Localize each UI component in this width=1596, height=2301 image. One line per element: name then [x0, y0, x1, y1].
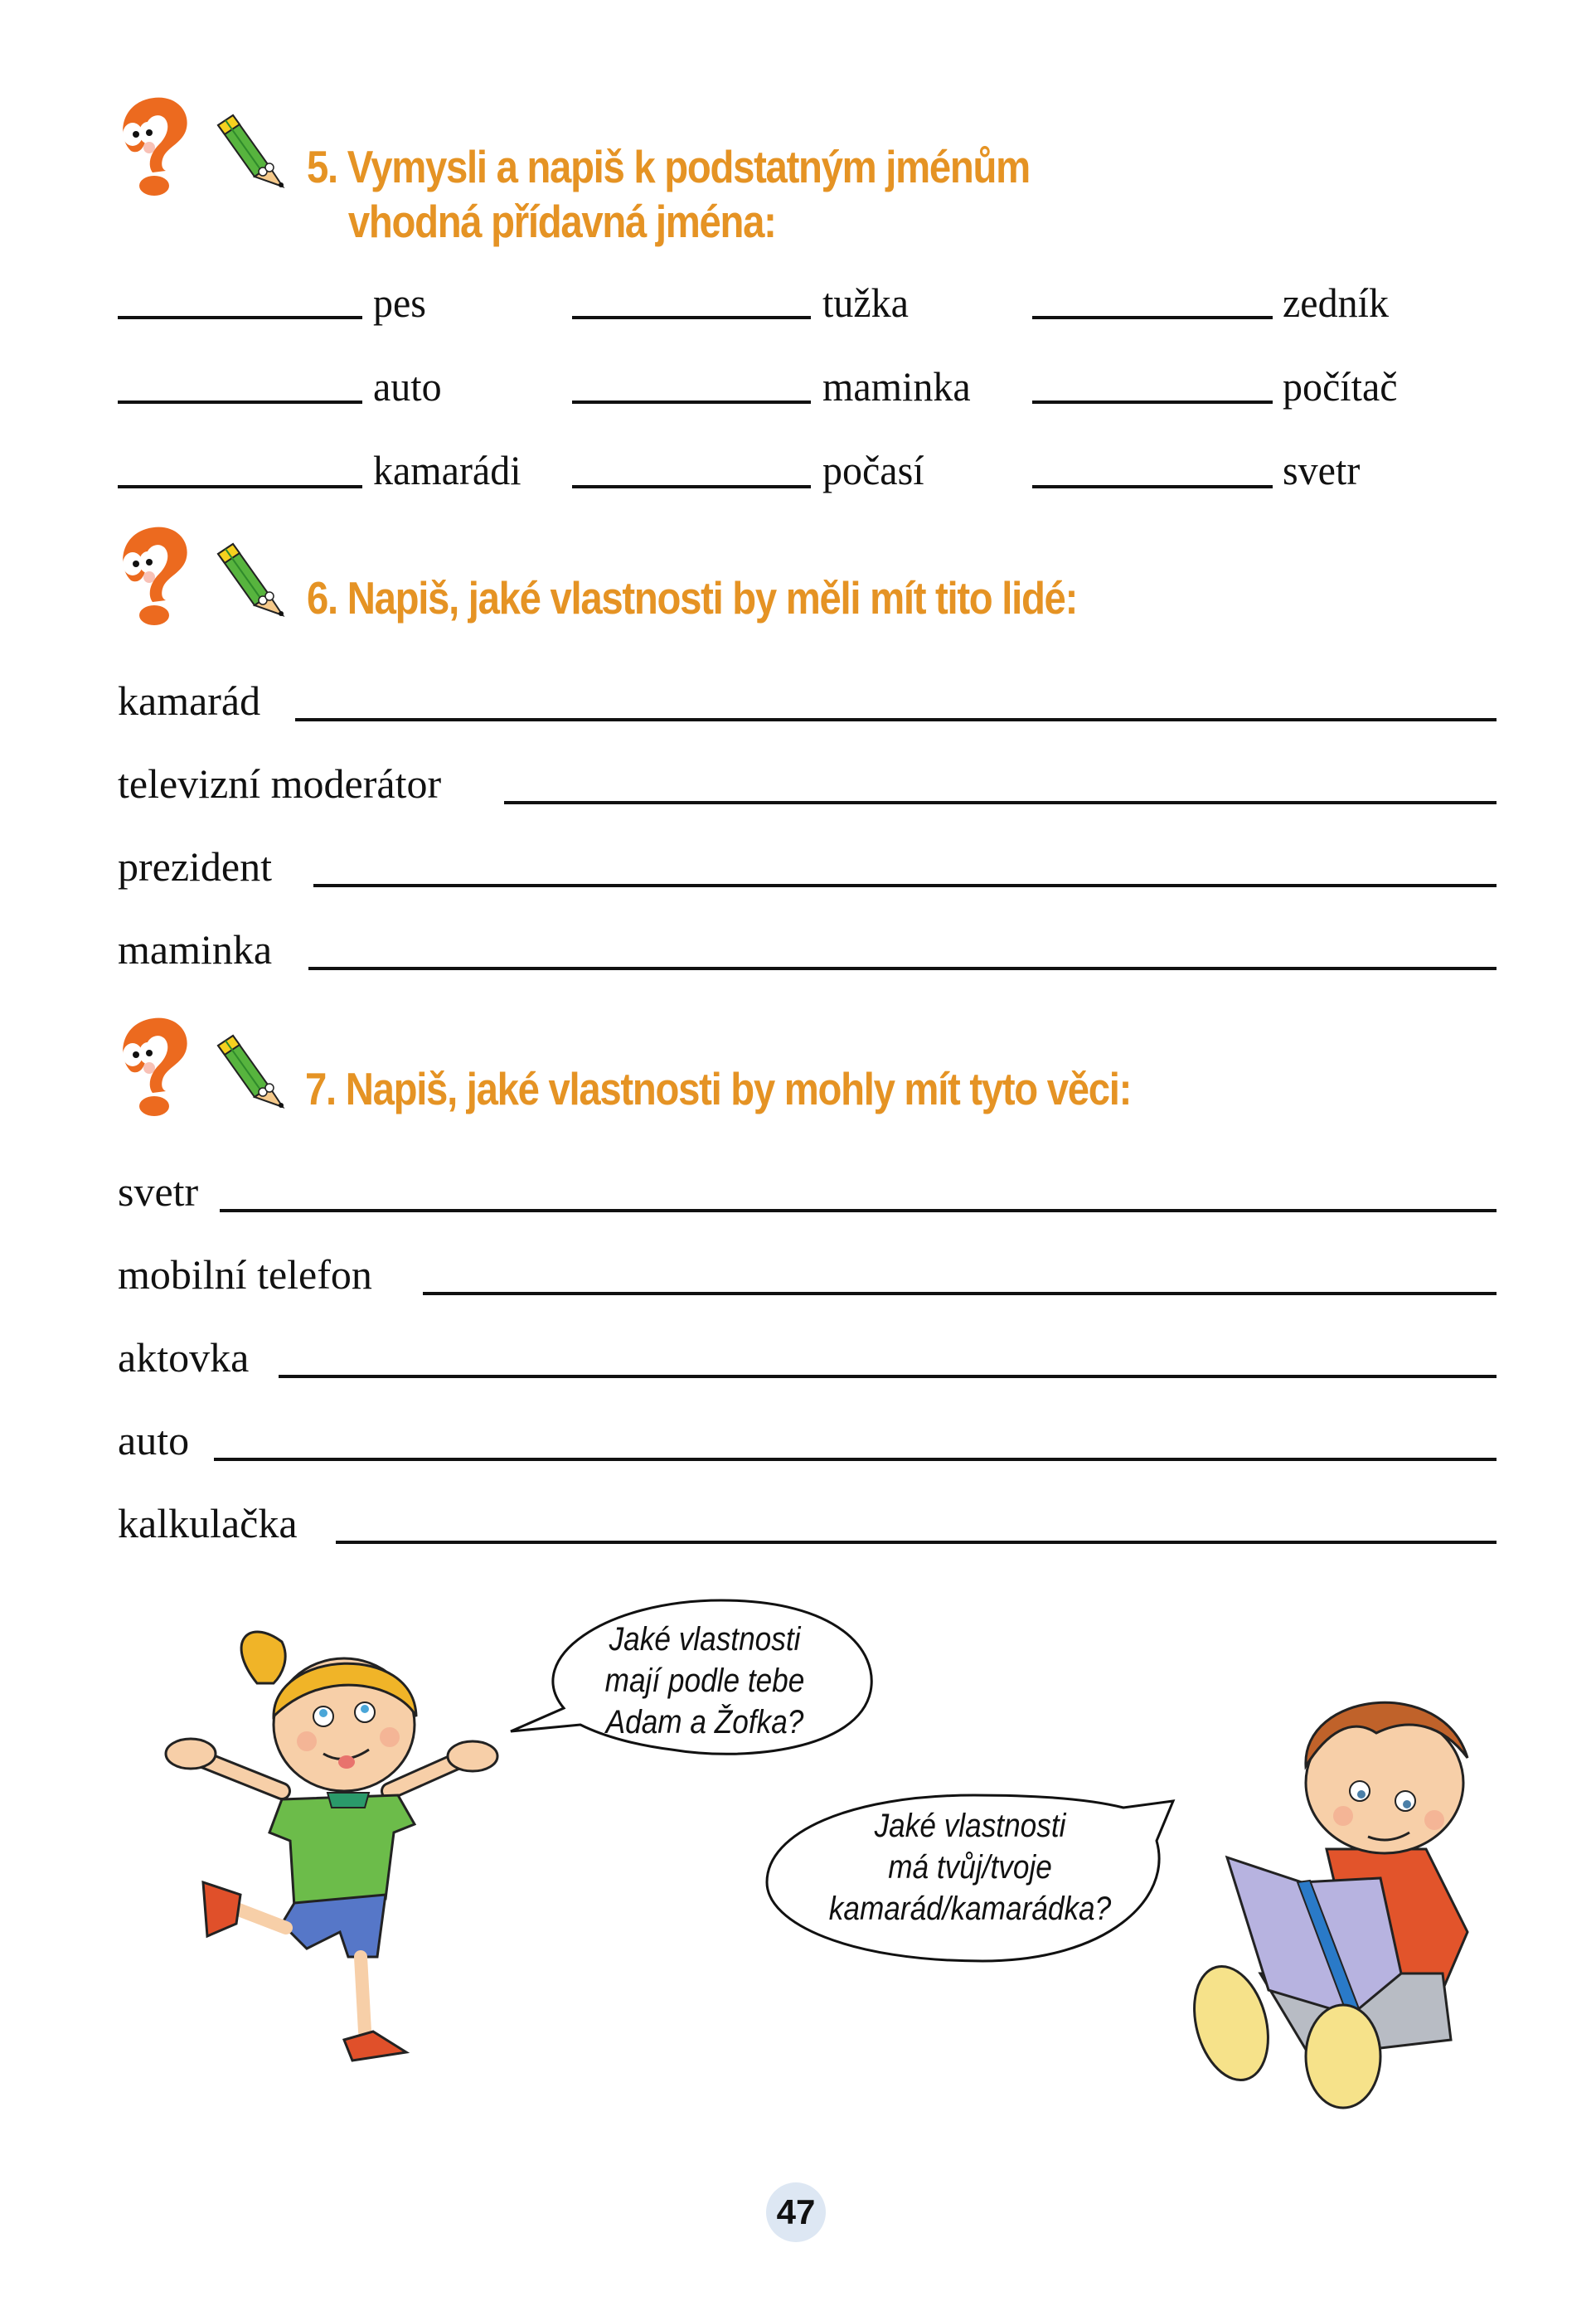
- bubble-line: Jaké vlastnosti: [874, 1808, 1066, 1844]
- noun-label: tužka: [822, 279, 909, 326]
- pencil-icon: [211, 541, 290, 619]
- boy-bubble-text: [809, 1805, 1130, 1930]
- answer-line[interactable]: [336, 1541, 1497, 1544]
- answer-blank[interactable]: [1032, 400, 1273, 404]
- answer-line[interactable]: [423, 1292, 1497, 1295]
- answer-line[interactable]: [214, 1458, 1497, 1461]
- pencil-icon: [211, 1032, 290, 1111]
- noun-label: auto: [373, 363, 442, 410]
- noun-label: maminka: [822, 363, 971, 410]
- page-number: 47: [776, 2192, 816, 2231]
- answer-blank[interactable]: [118, 485, 362, 488]
- noun-label: zedník: [1283, 279, 1389, 326]
- answer-blank[interactable]: [118, 316, 362, 319]
- task-7-title: 7. Napiš, jaké vlastnosti by mohly mít tyto věci:: [305, 1063, 1132, 1114]
- thing-label: mobilní telefon: [118, 1251, 372, 1298]
- girl-bubble-text: [580, 1619, 828, 1743]
- answer-line[interactable]: [504, 801, 1497, 804]
- answer-line[interactable]: [308, 967, 1497, 970]
- task-6-title: 6. Napiš, jaké vlastnosti by měli mít tito lidé:: [307, 572, 1078, 624]
- pencil-icon: [211, 112, 290, 191]
- page-number-badge: [766, 2182, 826, 2242]
- boy-illustration: [1161, 1658, 1492, 2114]
- question-mark-icon: [116, 93, 192, 197]
- task-5-title-line2: vhodná přídavná jména:: [347, 196, 776, 247]
- answer-blank[interactable]: [572, 485, 811, 488]
- bubble-line: kamarád/kamarádka?: [828, 1891, 1112, 1927]
- person-label: maminka: [118, 926, 273, 973]
- girl-illustration: [158, 1609, 506, 2106]
- answer-line[interactable]: [295, 718, 1497, 721]
- answer-blank[interactable]: [572, 400, 811, 404]
- answer-blank[interactable]: [572, 316, 811, 319]
- person-label: prezident: [118, 843, 273, 890]
- bubble-line: Jaké vlastnosti: [609, 1621, 801, 1658]
- thing-label: svetr: [118, 1168, 199, 1215]
- noun-label: pes: [373, 279, 426, 326]
- answer-line[interactable]: [313, 884, 1497, 887]
- noun-label: počítač: [1283, 363, 1398, 410]
- task-5-title-line1: 5. Vymysli a napiš k podstatným jménům: [307, 141, 1030, 192]
- bubble-line: mají podle tebe: [604, 1663, 805, 1699]
- question-mark-icon: [116, 1013, 192, 1117]
- answer-blank[interactable]: [1032, 316, 1273, 319]
- bubble-line: má tvůj/tvoje: [888, 1849, 1052, 1886]
- answer-blank[interactable]: [118, 400, 362, 404]
- person-label: televizní moderátor: [118, 760, 442, 807]
- answer-line[interactable]: [220, 1209, 1497, 1212]
- person-label: kamarád: [118, 677, 261, 724]
- noun-label: svetr: [1283, 447, 1361, 493]
- bubble-line: Adam a Žofka?: [605, 1704, 804, 1740]
- thing-label: auto: [118, 1417, 190, 1464]
- thing-label: aktovka: [118, 1334, 250, 1381]
- question-mark-icon: [116, 522, 192, 626]
- answer-blank[interactable]: [1032, 485, 1273, 488]
- noun-label: počasí: [822, 447, 924, 493]
- noun-label: kamarádi: [373, 447, 521, 493]
- thing-label: kalkulačka: [118, 1500, 298, 1546]
- answer-line[interactable]: [279, 1375, 1497, 1378]
